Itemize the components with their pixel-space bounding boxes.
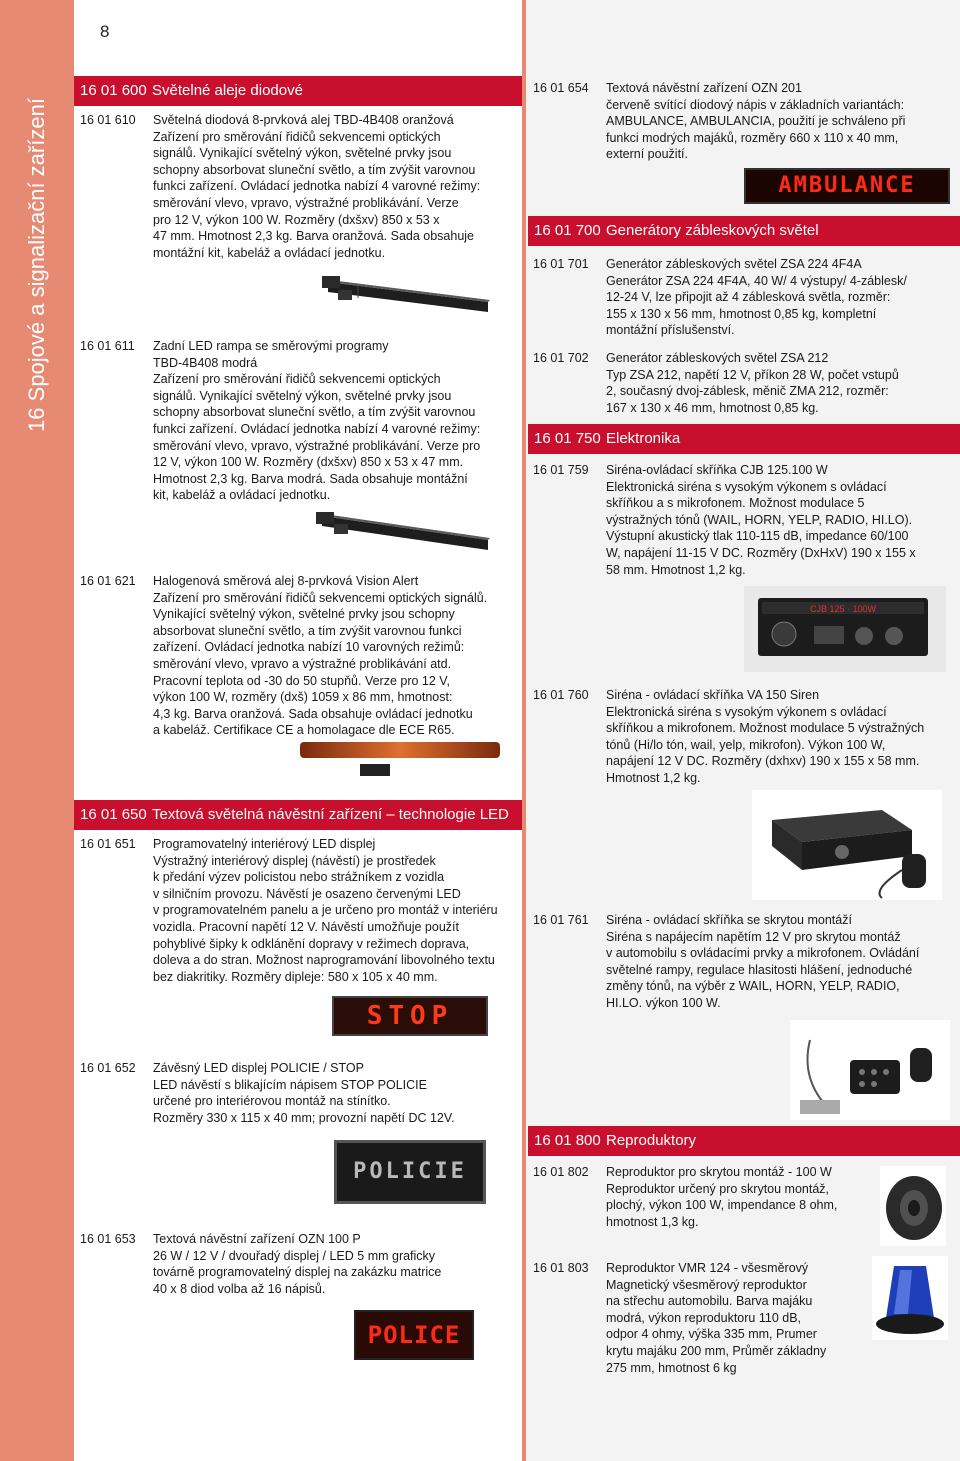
item-line: 4,3 kg. Barva oranžová. Sada obsahuje ovládací jednotku	[153, 706, 473, 721]
item-line: Textová návěstní zařízení OZN 201	[606, 81, 802, 95]
item-code: 16 01 759	[533, 463, 589, 477]
halogen-light-bar-image	[300, 740, 500, 780]
item-line: určené pro interiérovou montáž na stínítko.	[153, 1094, 391, 1109]
item-line: 167 x 130 x 46 mm, hmotnost 0,85 kg.	[606, 400, 819, 415]
item-line: schopny absorbovat sluneční světlo, a tím zvýšit varovnou	[153, 405, 476, 420]
section-title: Elektronika	[606, 430, 681, 447]
item-line: napájení 12 V DC. Rozměry (dxhxv) 190 x 155 x 58 mm.	[606, 754, 920, 769]
blue-beacon-speaker-image	[872, 1256, 948, 1340]
item-line: signálů. Vynikající světelný výkon, světelné prvky jsou	[153, 388, 452, 403]
item-line: Reproduktor VMR 124 - všesměrový	[606, 1261, 809, 1275]
page-number: 8	[100, 22, 110, 41]
item-code: 16 01 654	[533, 81, 589, 95]
flat-speaker-image	[880, 1166, 946, 1246]
item-description	[606, 912, 919, 1012]
item-line: Generátor zábleskových světel ZSA 224 4F4A	[606, 257, 862, 271]
item-line: Halogenová směrová alej 8-prvková Vision Alert	[153, 574, 419, 588]
item-line: směrování vlevo, vpravo, výstražné problikávání. Verze	[153, 195, 459, 210]
item-code: 16 01 611	[80, 339, 135, 353]
item-line: Textová návěstní zařízení OZN 100 P	[153, 1232, 361, 1246]
item-code: 16 01 621	[80, 574, 136, 588]
item-line: na střechu automobilu. Barva majáku	[606, 1294, 813, 1309]
item-description	[153, 338, 480, 504]
item-line: bez diakritiky. Rozměry dipleje: 580 x 105 x 40 mm.	[153, 969, 438, 984]
item-line: Vynikající světelný výkon, světelné prvky jsou schopny	[153, 607, 455, 622]
item-line: Programovatelný interiérový LED displej	[153, 837, 376, 851]
item-line: v automobilu s ovládacími prvky a mikrofonem. Ovládání	[606, 946, 920, 961]
section-header-600	[74, 76, 522, 106]
item-description	[153, 836, 498, 985]
item-line: externí použití.	[606, 147, 688, 162]
section-title: Textová světelná návěstní zařízení – technologie LED	[152, 806, 509, 823]
stop-led-display	[332, 996, 488, 1036]
siren-va150-image	[752, 790, 942, 900]
item-line: krytu majáku 200 mm, Průměr základny	[606, 1343, 827, 1358]
item-line: směrování vlevo, vpravo a výstražné problikávání atd.	[153, 656, 452, 671]
item-description	[153, 112, 480, 261]
item-line: Typ ZSA 212, napětí 12 V, příkon 28 W, počet vstupů	[606, 367, 899, 382]
item-line: 2, současný dvoj-záblesk, měnič ZMA 212, rozměr:	[606, 384, 889, 399]
item-line: v programovatelném panelu a je určeno pro montáž v interiéru	[153, 903, 498, 918]
item-line: Reproduktor pro skrytou montáž - 100 W	[606, 1165, 832, 1179]
item-code: 16 01 701	[533, 257, 589, 271]
item-line: modrá, výkon reproduktoru 110 dB,	[606, 1310, 802, 1325]
item-line: směrování vlevo, vpravo, výstražné problikávání. Verze pro	[153, 438, 481, 453]
item-line: Výstupní akustický tlak 110-115 dB, impedance 60/100	[606, 529, 909, 544]
orange-light-bar-image	[318, 268, 494, 322]
item-line: Zařízení pro směrování řidičů sekvencemi optických signálů.	[153, 590, 488, 605]
item-line: zařízení. Ovládací jednotka nabízí 10 varovných režimů:	[153, 640, 465, 655]
item-code: 16 01 651	[80, 837, 136, 851]
item-line: 40 x 8 diod volba až 16 nápisů.	[153, 1281, 326, 1296]
item-line: Elektronická siréna s vysokým výkonem s ovládací	[606, 704, 887, 719]
item-line: Siréna s napájecím napětím 12 V pro skrytou montáž	[606, 929, 901, 944]
item-description	[606, 462, 916, 578]
item-line: změny tónů, na výběr z WAIL, HORN, YELP, RADIO,	[606, 979, 900, 994]
item-line: Závěsný LED displej POLICIE / STOP	[153, 1061, 364, 1075]
item-line: pohyblivé šipky k odklánění dopravy v režimech doprava,	[153, 936, 470, 951]
item-line: výstražných tónů (WAIL, HORN, YELP, RADIO, HI.LO).	[606, 512, 913, 527]
item-code: 16 01 652	[80, 1061, 136, 1075]
item-line: červeně svítící diodový nápis v základních variantách:	[606, 97, 905, 112]
item-line: Světelná diodová 8-prvková alej TBD-4B408 oranžová	[153, 113, 454, 127]
item-line: funkci zařízení. Ovládací jednotka nabízí 4 varovné režimy:	[153, 421, 481, 436]
section-code: 16 01 600	[80, 82, 147, 99]
item-line: Magnetický všesměrový reproduktor	[606, 1277, 807, 1292]
item-line: Siréna-ovládací skříňka CJB 125.100 W	[606, 463, 828, 477]
item-line: 47 mm. Hmotnost 2,3 kg. Barva oranžová. Sada obsahuje	[153, 229, 475, 244]
chapter-title: 16 Spojové a signalizační zařízení	[24, 98, 49, 432]
item-line: Hmotnost 2,3 kg. Barva modrá. Sada obsahuje montážní	[153, 471, 468, 486]
item-line: AMBULANCE, AMBULANCIA, použití je schváleno při	[606, 114, 906, 129]
item-line: HI.LO. výkon 100 W.	[606, 995, 721, 1010]
item-line: Reproduktor určený pro skrytou montáž,	[606, 1181, 830, 1196]
section-header-800	[528, 1126, 960, 1156]
item-line: tónů (Hi/lo tón, wail, yelp, mikrofon). Výkon 100 W,	[606, 737, 886, 752]
item-line: 155 x 130 x 56 mm, hmotnost 0,85 kg, kompletní	[606, 306, 877, 321]
item-line: 58 mm. Hmotnost 1,2 kg.	[606, 562, 746, 577]
display-text: POLICE	[367, 1321, 461, 1349]
item-line: 26 W / 12 V / dvouřadý displej / LED 5 mm graficky	[153, 1248, 436, 1263]
item-line: Výstražný interiérový displej (návěstí) je prostředek	[153, 853, 436, 868]
item-description	[606, 1260, 826, 1376]
item-line: v silničním provozu. Návěstí je osazeno červenými LED	[153, 886, 461, 901]
item-line: schopny absorbovat sluneční světlo, a tím zvýšit varovnou	[153, 162, 476, 177]
item-code: 16 01 761	[533, 913, 589, 927]
item-line: továrně programovatelný displej na zakázku matrice	[153, 1265, 442, 1280]
item-line: k předání výzev policistou nebo strážníkem z vozidla	[153, 870, 445, 885]
display-text: STOP	[366, 1001, 454, 1031]
item-line: signálů. Vynikající světelný výkon, světelné prvky jsou	[153, 146, 452, 161]
item-line: LED návěstí s blikajícím nápisem STOP POLICIE	[153, 1077, 427, 1092]
item-line: Generátor ZSA 224 4F4A, 40 W/ 4 výstupy/ 4-záblesk/	[606, 273, 907, 288]
item-line: TBD-4B408 modrá	[153, 355, 258, 370]
item-description	[606, 687, 924, 787]
section-code: 16 01 650	[80, 806, 147, 823]
item-line: Generátor zábleskových světel ZSA 212	[606, 351, 829, 365]
section-header-650	[74, 800, 522, 830]
section-header-700	[528, 216, 960, 246]
item-line: 12 V, výkon 100 W. Rozměry (dxšxv) 850 x 53 x 47 mm.	[153, 455, 464, 470]
item-line: kit, kabeláž a ovládací jednotku.	[153, 488, 331, 503]
siren-control-box-image	[744, 586, 946, 672]
item-code: 16 01 610	[80, 113, 136, 127]
section-title: Generátory zábleskových světel	[606, 222, 819, 239]
item-description	[153, 1060, 455, 1126]
item-line: skříňkou a mikrofonem. Možnost modulace 5 výstražných	[606, 721, 925, 736]
siren-panel-label: CJB 125 · 100W	[809, 604, 877, 614]
item-line: doleva a do stran. Možnost naprogramování libovolného textu	[153, 953, 495, 968]
item-line: Zařízení pro směrování řidičů sekvencemi optických	[153, 372, 441, 387]
item-description	[606, 256, 907, 339]
item-code: 16 01 653	[80, 1232, 136, 1246]
item-line: Zadní LED rampa se směrovými programy	[153, 339, 389, 353]
display-text: AMBULANCE	[778, 173, 916, 198]
item-code: 16 01 760	[533, 688, 589, 702]
item-line: 275 mm, hmotnost 6 kg	[606, 1360, 737, 1375]
item-line: Pracovní teplota od -30 do 50 stupňů. Verze pro 12 V,	[153, 673, 450, 688]
section-header-750	[528, 424, 960, 454]
item-line: montážní kit, kabeláž a ovládací jednotku.	[153, 245, 386, 260]
item-line: montážní příslušenství.	[606, 323, 735, 338]
item-line: výkon 100 W, rozměry (dxš) 1059 x 86 mm, hmotnost:	[153, 690, 453, 705]
item-line: W, napájení 11-15 V DC. Rozměry (DxHxV) 190 x 155 x	[606, 545, 916, 560]
display-text: POLICIE	[353, 1159, 467, 1184]
item-line: a kabeláž. Certifikace CE a homolagace dle ECE R65.	[153, 723, 455, 738]
item-line: odpor 4 ohmy, výška 335 mm, Prumer	[606, 1327, 817, 1342]
item-code: 16 01 702	[533, 351, 589, 365]
section-code: 16 01 800	[534, 1132, 601, 1149]
blue-light-bar-image	[312, 506, 492, 560]
police-led-display	[354, 1310, 474, 1360]
item-line: Siréna - ovládací skříňka VA 150 Siren	[606, 688, 820, 702]
page-number-box	[74, 0, 148, 64]
item-line: Hmotnost 1,2 kg.	[606, 770, 701, 785]
section-code: 16 01 750	[534, 430, 601, 447]
item-line: pro 12 V, výkon 100 W. Rozměry (dxšxv) 850 x 53 x	[153, 212, 440, 227]
item-line: Elektronická siréna s vysokým výkonem s ovládací	[606, 479, 887, 494]
section-code: 16 01 700	[534, 222, 601, 239]
item-line: Siréna - ovládací skříňka se skrytou montáží	[606, 913, 852, 927]
item-line: vozidla. Pracovní napětí 12 V. Návěstí umožňuje použít	[153, 919, 459, 934]
item-line: funkci modrých majáků, rozměry 660 x 110 x 40 mm,	[606, 130, 899, 145]
item-line: skříňkou a s mikrofonem. Možnost modulace 5	[606, 496, 865, 511]
item-line: funkci zařízení. Ovládací jednotka nabízí 4 varovné režimy:	[153, 179, 481, 194]
item-line: Zařízení pro směrování řidičů sekvencemi optických	[153, 129, 441, 144]
item-description	[153, 573, 487, 739]
section-title: Reproduktory	[606, 1132, 697, 1149]
item-description	[606, 1164, 837, 1230]
policie-led-display	[334, 1140, 486, 1204]
section-title: Světelné aleje diodové	[152, 82, 303, 99]
item-code: 16 01 803	[533, 1261, 589, 1275]
item-code: 16 01 802	[533, 1165, 589, 1179]
hidden-siren-control-image	[790, 1020, 950, 1120]
item-line: plochý, výkon 100 W, impendance 8 ohm,	[606, 1198, 838, 1213]
item-line: hmotnost 1,3 kg.	[606, 1214, 699, 1229]
item-line: absorbovat sluneční světlo, a tím zvýšit varovnou funkci	[153, 623, 462, 638]
ambulance-led-display	[744, 168, 950, 204]
item-description	[606, 80, 905, 163]
item-line: světelné rampy, regulace hlasitosti hlášení, jednoduché	[606, 962, 913, 977]
item-description	[153, 1231, 441, 1297]
item-line: Rozměry 330 x 115 x 40 mm; provozní napětí DC 12V.	[153, 1110, 455, 1125]
item-description	[606, 350, 899, 416]
item-line: 12-24 V, lze připojit až 4 záblesková světla, rozměr:	[606, 290, 891, 305]
